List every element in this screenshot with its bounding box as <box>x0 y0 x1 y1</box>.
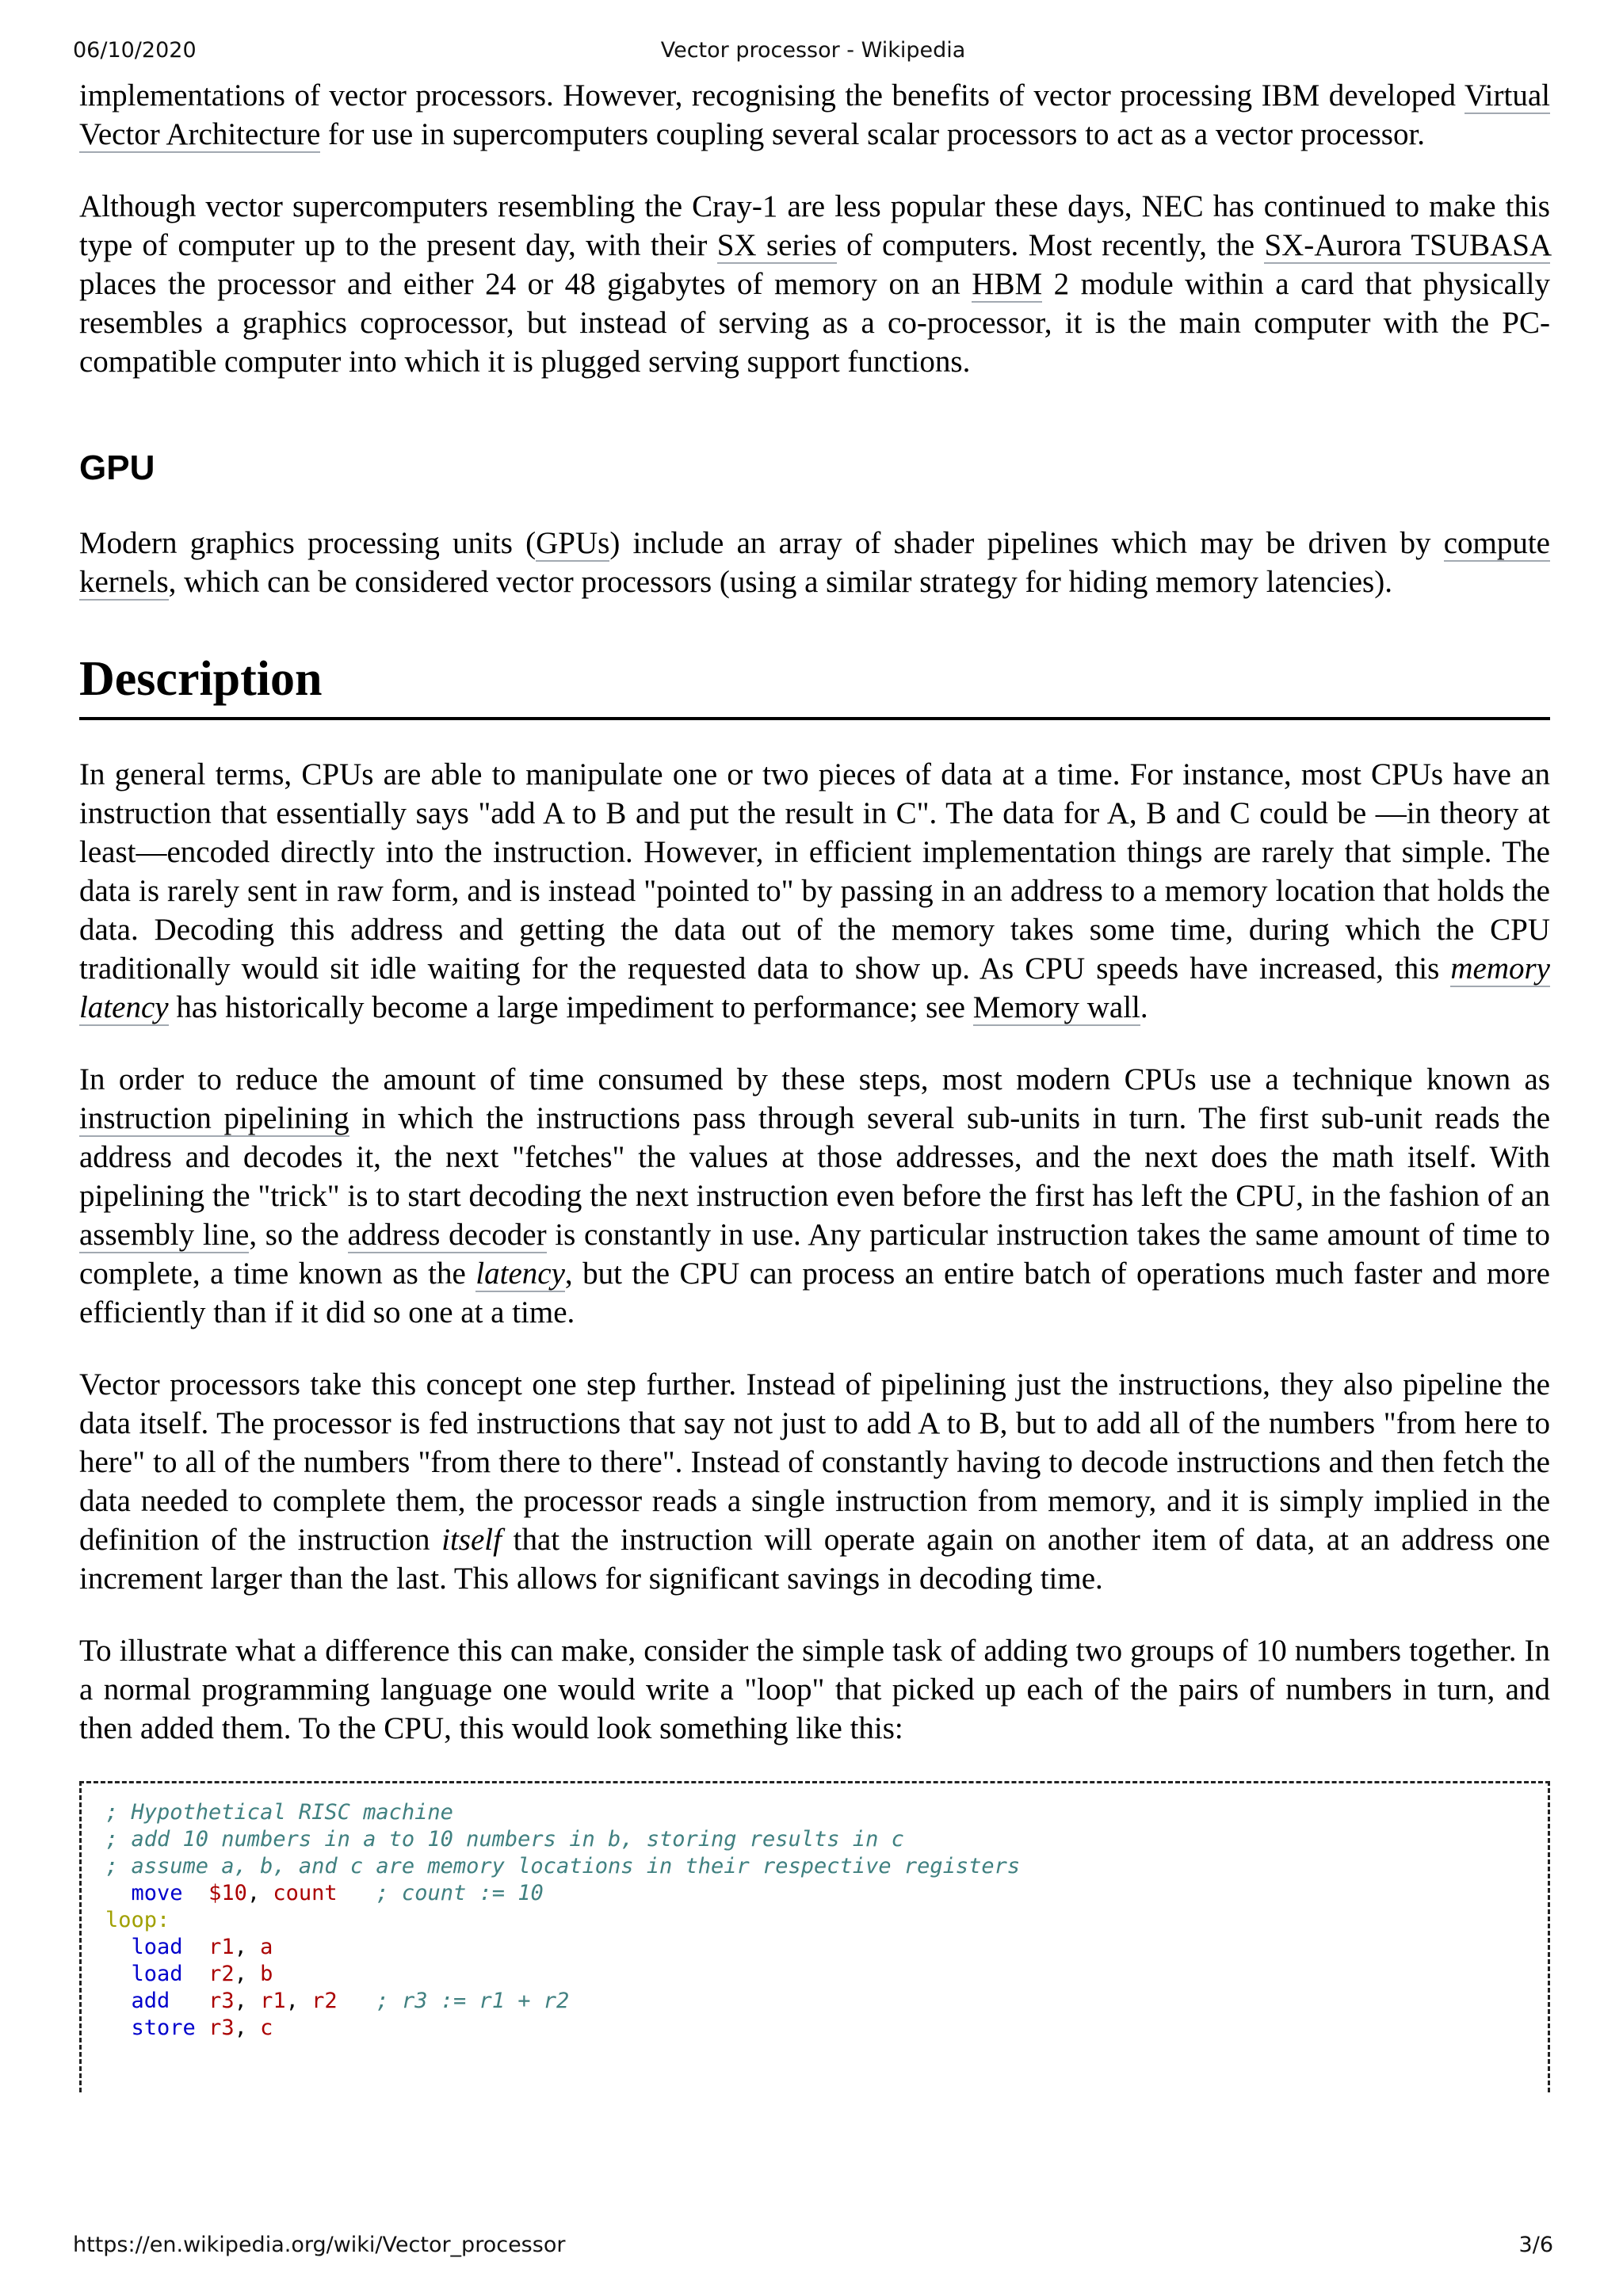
heading-gpu: GPU <box>79 448 155 487</box>
link-memory-latency[interactable]: memory latency <box>79 952 1550 1024</box>
code-comment: ; r3 := r1 + r2 <box>376 1989 570 2013</box>
link-gpus[interactable]: GPUs <box>536 526 610 560</box>
code-block: ; Hypothetical RISC machine ; add 10 numbers in a to 10 numbers in b, storing results in c ; assume a, b, and c are memory locations in their respective registers move $10, count ; count := 10 loop: load r1, a load r2, b add r3, r1, r2 ; r3 := r1 + r2 store r3, c <box>79 1781 1550 2092</box>
paragraph-gpu: Modern graphics processing units (GPUs) include an array of shader pipelines which may be driven by compute kernels, which can be considered vector processors (using a similar strategy for hiding memory latencies). <box>79 526 1550 599</box>
paragraph-description-2: In order to reduce the amount of time consumed by these steps, most modern CPUs use a technique known as instruction pipelining in which the instructions pass through several sub-units in turn. The first sub-unit reads the address and decodes it, the next "fetches" the values at those addresses, and the next does the math itself. With pipelining the "trick" is to start decoding the next instruction even before the first has left the CPU, in the fashion of an assembly line, so the address decoder is constantly in use. Any particular instruction takes the same amount of time to complete, a time known as the latency, but the CPU can process an entire batch of operations much faster and more efficiently than if it did so one at a time. <box>79 1062 1551 1329</box>
link-latency[interactable]: latency <box>475 1257 565 1291</box>
link-memory-wall[interactable]: Memory wall <box>972 990 1140 1024</box>
code-keyword: load <box>131 1935 183 1959</box>
link-sx-series[interactable]: SX series <box>716 228 837 262</box>
print-url: https://en.wikipedia.org/wiki/Vector_processor <box>73 2233 566 2257</box>
link-sx-aurora-tsubasa[interactable]: SX-Aurora TSUBASA <box>1264 228 1550 262</box>
link-hbm[interactable]: HBM <box>972 267 1043 301</box>
paragraph-description-3: Vector processors take this concept one step further. Instead of pipelining just the instructions, they also pipeline the data itself. The processor is fed instructions that say not just to add A to B, but to add all of the numbers "from here to here" to all of the numbers "from there to there". Instead of constantly having to decode instructions and then fetch the data needed to complete them, the processor reads a single instruction from memory, and it is simply implied in the definition of the instruction itself that the instruction will operate again on another item of data, at an address one increment larger than the last. This allows for significant savings in decoding time. <box>79 1367 1550 1596</box>
paragraph-description-1: In general terms, CPUs are able to manipulate one or two pieces of data at a time. For instance, most CPUs have an instruction that essentially says "add A to B and put the result in C". The data for A, B and C could be —in theory at least—encoded directly into the instruction. However, in efficient implementation things are rarely that simple. The data is rarely sent in raw form, and is instead "pointed to" by passing in an address to a memory location that holds the data. Decoding this address and getting the data out of the memory takes some time, during which the CPU traditionally would sit idle waiting for the requested data to show up. As CPU speeds have increased, this memory latency has historically become a large impediment to performance; see Memory wall. <box>79 757 1550 1024</box>
link-compute-kernels[interactable]: compute kernels <box>79 526 1550 599</box>
print-header <box>73 38 1553 67</box>
print-page-title: Vector processor - Wikipedia <box>660 38 966 63</box>
paragraph-description-4: To illustrate what a difference this can make, consider the simple task of adding two groups of 10 numbers together. In a normal programming language one would write a "loop" that picked up each of the pairs of numbers in turn, and then added them. To the CPU, this would look something like this: <box>79 1634 1550 1745</box>
print-page-number: 3/6 <box>1518 2233 1553 2257</box>
code-label: loop: <box>105 1908 170 1932</box>
article-content <box>79 76 1550 2092</box>
print-date: 06/10/2020 <box>73 38 197 63</box>
emphasis-itself: itself <box>441 1523 502 1557</box>
code-comment: ; count := 10 <box>376 1881 544 1905</box>
link-address-decoder[interactable]: address decoder <box>347 1218 547 1252</box>
code-comment: ; add 10 numbers in a to 10 numbers in b, storing results in c <box>105 1827 904 1852</box>
link-instruction-pipelining[interactable]: instruction pipelining <box>79 1101 349 1135</box>
code-comment: ; Hypothetical RISC machine <box>105 1800 453 1825</box>
code-keyword: store <box>131 2016 196 2040</box>
print-footer <box>73 2233 1553 2261</box>
link-assembly-line[interactable]: assembly line <box>79 1218 250 1252</box>
link-virtual-vector-architecture[interactable]: Virtual Vector Architecture <box>79 78 1550 151</box>
code-keyword: load <box>131 1962 183 1986</box>
heading-description: Description <box>79 649 1550 720</box>
paragraph-ibm: implementations of vector processors. However, recognising the benefits of vector processing IBM developed Virtual Vector Architecture for use in supercomputers coupling several scalar processors to act as a vector processor. <box>79 78 1550 151</box>
paragraph-nec: Although vector supercomputers resembling the Cray-1 are less popular these days, NEC has continued to make this type of computer up to the present day, with their SX series of computers. Most recently, the SX-Aurora TSUBASA places the processor and either 24 or 48 gigabytes of memory on an HBM 2 module within a card that physically resembles a graphics coprocessor, but instead of serving as a co-processor, it is the main computer with the PC-compatible computer into which it is plugged serving support functions. <box>79 189 1550 379</box>
code-keyword: move <box>131 1881 183 1905</box>
code-comment: ; assume a, b, and c are memory locations in their respective registers <box>105 1854 1021 1878</box>
code-keyword: add <box>131 1989 170 2013</box>
